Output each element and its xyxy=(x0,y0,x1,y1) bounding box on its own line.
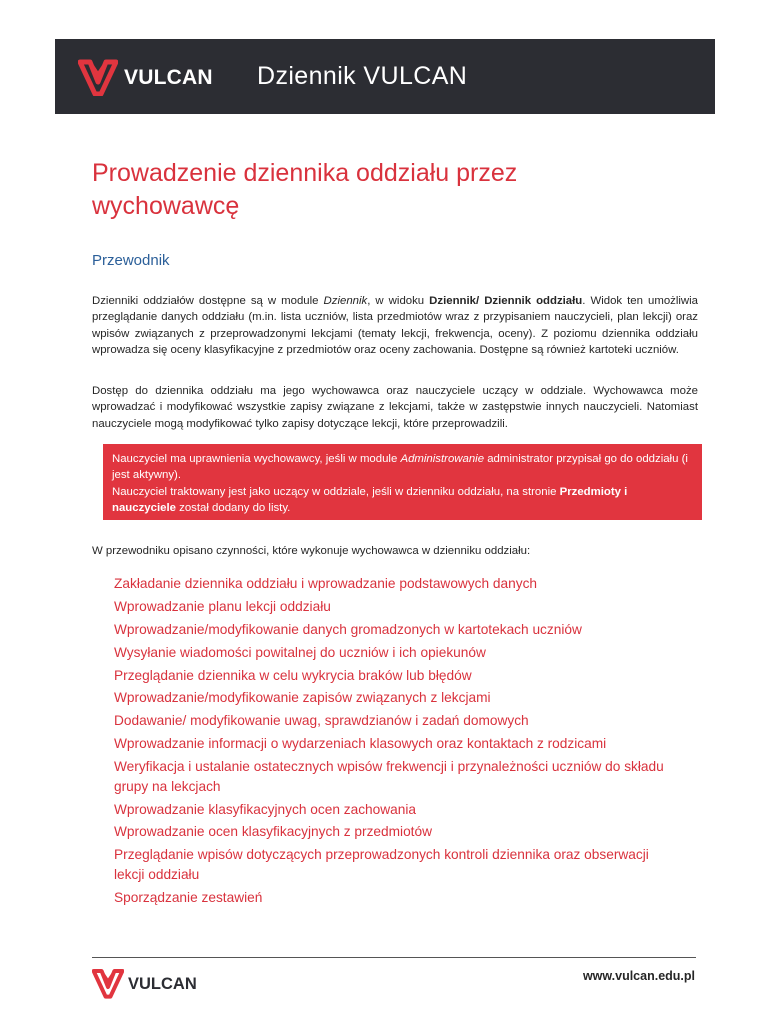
footer-divider xyxy=(92,957,696,958)
text-run: Nauczyciel ma uprawnienia wychowawcy, jeśli w module xyxy=(112,453,401,465)
note-line-2 xyxy=(112,484,694,517)
footer-logo-text: VULCAN xyxy=(128,975,197,993)
logo-text: VULCAN xyxy=(124,66,213,89)
text-run: Nauczyciel traktowany jest jako uczący w oddziale, jeśli w dzienniku oddziału, na stronie xyxy=(112,485,560,498)
document-subtitle: Przewodnik xyxy=(92,252,170,269)
toc-link[interactable]: Wprowadzanie klasyfikacyjnych ocen zachowania xyxy=(114,801,417,817)
toc-intro: W przewodniku opisano czynności, które wykonuje wychowawca w dzienniku oddziału: xyxy=(92,545,531,557)
toc-link[interactable]: Przeglądanie dziennika w celu wykrycia braków lub błędów xyxy=(114,667,472,683)
footer-vulcan-logo-icon xyxy=(92,967,124,999)
bold-text: Przedmioty i nauczyciele xyxy=(112,485,628,514)
footer-vulcan-logo[interactable] xyxy=(92,967,212,1001)
text-run: administrator przypisał go do oddziału (i jest aktywny). xyxy=(112,453,688,482)
toc-link[interactable]: Dodawanie/ modyfikowanie uwag, sprawdzianów i zadań domowych xyxy=(114,713,529,729)
header-title: Dziennik VULCAN xyxy=(257,62,468,90)
vulcan-logo[interactable] xyxy=(78,58,238,96)
note-box xyxy=(103,444,702,520)
toc-link[interactable]: Wysyłanie wiadomości powitalnej do uczniów i ich opiekunów xyxy=(114,644,486,660)
paragraph-access: Dostęp do dziennika oddziału ma jego wychowawca oraz nauczyciele uczący w oddziale. Wychowawca może wprowadzać i modyfikować wszystkie zapisy związane z lekcjami, także w zastępstwie innych nauczycieli. Natomiast nauczyciele mogą modyfikować tylko zapisy dotyczące lekcji, które przeprowadzili. xyxy=(92,385,698,430)
table-of-contents xyxy=(114,574,674,911)
toc-link[interactable]: Sporządzanie zestawień xyxy=(114,889,263,905)
text-run: , w widoku xyxy=(367,295,430,307)
vulcan-logo-icon xyxy=(78,58,118,96)
text-run: Dzienniki oddziałów dostępne są w module xyxy=(92,295,324,307)
toc-link[interactable]: Wprowadzanie/modyfikowanie zapisów związanych z lekcjami xyxy=(114,690,491,706)
italic-text: Administrowanie xyxy=(400,453,485,465)
text-run: został dodany do listy. xyxy=(175,501,291,514)
toc-link[interactable]: Wprowadzanie informacji o wydarzeniach klasowych oraz kontaktach z rodzicami xyxy=(114,736,607,752)
document-title: Prowadzenie dziennika oddziału przez wychowawcę xyxy=(92,159,518,220)
toc-link[interactable]: Przeglądanie wpisów dotyczących przeprowadzonych kontroli dziennika oraz obserwacji lekcji oddziału xyxy=(114,847,649,882)
header-bar xyxy=(55,39,715,114)
footer-url-link[interactable]: www.vulcan.edu.pl xyxy=(582,969,695,983)
toc-link[interactable]: Zakładanie dziennika oddziału i wprowadzanie podstawowych danych xyxy=(114,576,538,591)
italic-text: Dziennik xyxy=(323,295,368,307)
bold-text: Dziennik/ Dziennik oddziału xyxy=(429,295,583,307)
paragraph-intro-module xyxy=(92,293,698,358)
toc-link[interactable]: Wprowadzanie/modyfikowanie danych gromadzonych w kartotekach uczniów xyxy=(114,621,582,637)
toc-link[interactable]: Weryfikacja i ustalanie ostatecznych wpisów frekwencji i przynależności uczniów do składu grupy na lekcjach xyxy=(114,759,664,794)
text-run: . Widok ten umożliwia przeglądanie danych oddziału (m.in. lista uczniów, lista przedmiotów wraz z przypisaniem nauczycieli, plan lekcji) oraz wpisów związanych z przeprowadzonymi lekcjami (tematy lekcji, frekwencja, oceny). Z poziomu dziennika oddziału wprowadza się oceny klasyfikacyjne z przedmiotów oraz oceny zachowania. Dostępne są również kartoteki uczniów. xyxy=(92,295,699,356)
note-line-1 xyxy=(112,451,694,484)
toc-link[interactable]: Wprowadzanie planu lekcji oddziału xyxy=(114,598,331,614)
toc-link[interactable]: Wprowadzanie ocen klasyfikacyjnych z przedmiotów xyxy=(114,824,432,840)
